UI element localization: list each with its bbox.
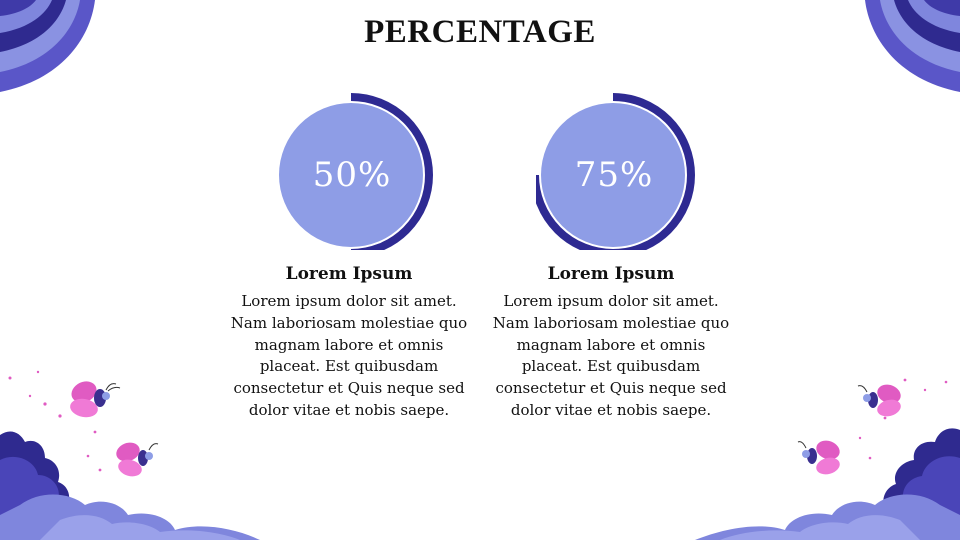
card-body-text: Lorem ipsum dolor sit amet. Nam laboriosam molestiae quo magnam labore et omnis placeat. Est quibusdam consectetur et Quis neque sed dolor vitae et nobis saepe. bbox=[230, 292, 468, 419]
progress-ring bbox=[536, 90, 696, 250]
percentage-card-2 bbox=[491, 90, 731, 450]
card-body-text: Lorem ipsum dolor sit amet. Nam laboriosam molestiae quo magnam labore et omnis placeat. Est quibusdam consectetur et Quis neque sed dolor vitae et nobis saepe. bbox=[492, 292, 730, 419]
card-heading: Lorem Ipsum bbox=[547, 264, 675, 284]
card-heading: Lorem Ipsum bbox=[285, 264, 413, 284]
progress-ring bbox=[274, 90, 434, 250]
percent-label: 50% bbox=[312, 155, 392, 195]
percent-label: 75% bbox=[574, 155, 654, 195]
percentage-card-1 bbox=[229, 90, 469, 450]
sparkle-dots-decoration bbox=[0, 360, 960, 480]
slide-title: PERCENTAGE bbox=[364, 14, 596, 50]
